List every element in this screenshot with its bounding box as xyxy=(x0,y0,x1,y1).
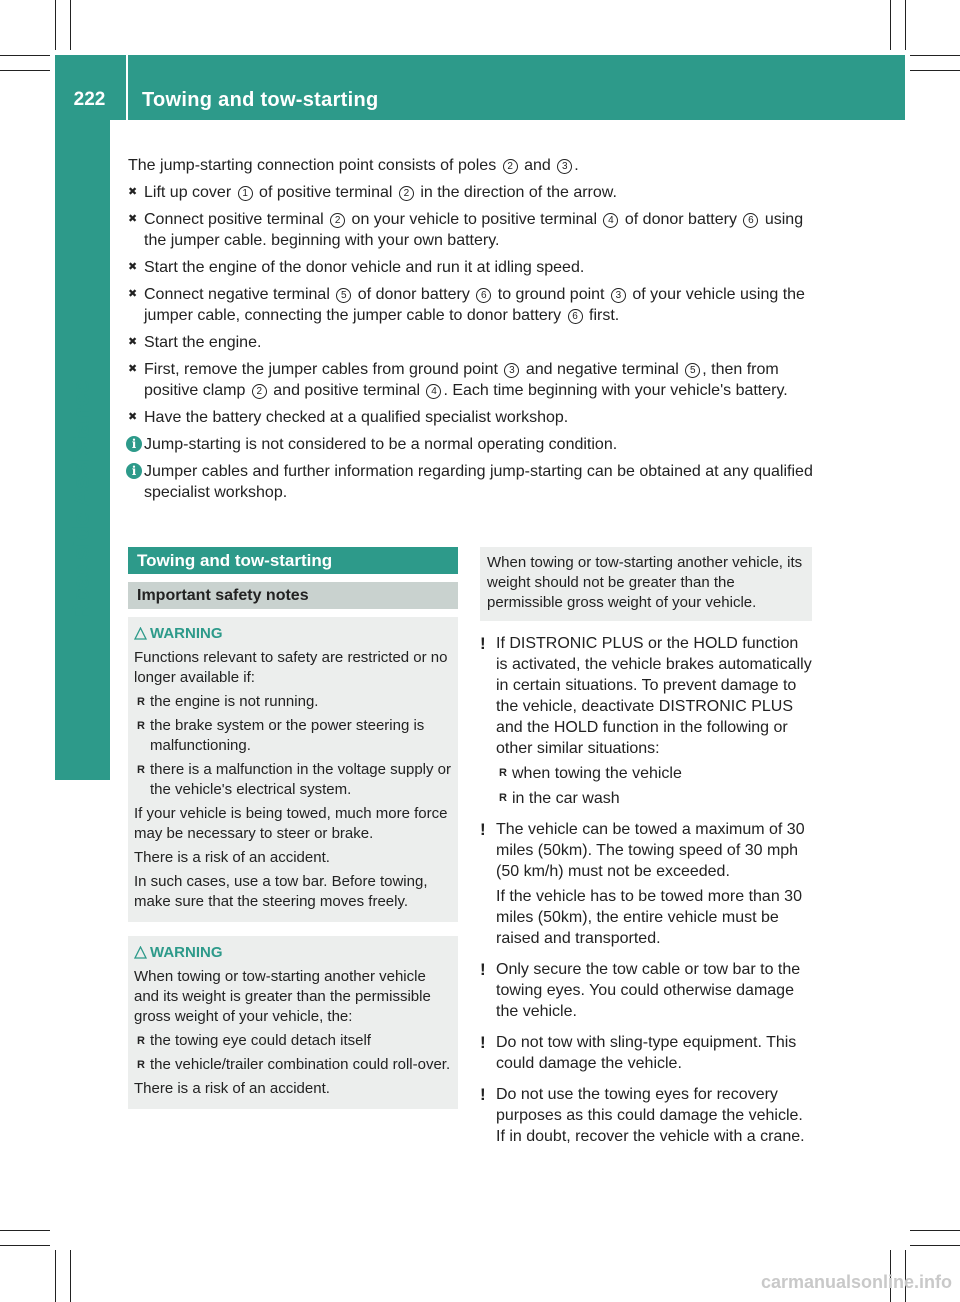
warning-text: If your vehicle is being towed, much more force may be necessary to steer or brake. xyxy=(134,805,448,842)
crop-mark xyxy=(910,1245,960,1246)
step-arrow-icon: ✖ xyxy=(128,261,138,273)
callout-number: 1 xyxy=(238,186,253,201)
bullet-item: R the engine is not running. xyxy=(137,693,319,710)
crop-mark xyxy=(910,55,960,56)
callout-number: 6 xyxy=(476,288,491,303)
instruction-step xyxy=(128,359,818,401)
crop-mark xyxy=(910,70,960,71)
warning-text: There is a risk of an accident. xyxy=(134,849,330,866)
header-divider xyxy=(126,55,128,120)
instruction-step xyxy=(128,284,818,326)
callout-number: 3 xyxy=(611,288,626,303)
step-text: and negative terminal xyxy=(521,361,684,378)
left-column xyxy=(128,547,458,1109)
callout-number: 3 xyxy=(557,159,572,174)
caution-text: If DISTRONIC PLUS or the HOLD function is activated, the vehicle brakes automatically in certain situations. To prevent damage to the vehicle, deactivate DISTRONIC PLUS and the HOLD function in the following or other similar situations: xyxy=(496,635,812,757)
step-text: Start the engine. xyxy=(144,334,262,351)
exclamation-icon: ! xyxy=(480,1085,486,1104)
instruction-step xyxy=(128,209,818,251)
bullet-text: the towing eye could detach itself xyxy=(150,1032,371,1049)
warning-label: WARNING xyxy=(150,944,223,961)
watermark: carmanualsonline.info xyxy=(760,1272,952,1292)
instruction-step xyxy=(128,332,818,353)
caution-note xyxy=(480,1032,812,1074)
caution-text: Do not tow with sling-type equipment. This could damage the vehicle. xyxy=(496,1034,797,1072)
step-text: First, remove the jumper cables from ground point xyxy=(144,361,503,378)
crop-mark xyxy=(905,0,906,50)
warning-triangle-icon xyxy=(134,627,147,640)
instruction-step xyxy=(128,407,818,428)
warning-text: In such cases, use a tow bar. Before towing, make sure that the steering moves freely. xyxy=(134,873,428,910)
crop-mark xyxy=(0,1245,50,1246)
callout-number: 2 xyxy=(503,159,518,174)
caution-text: Only secure the tow cable or tow bar to the towing eyes. You could otherwise damage the vehicle. xyxy=(496,961,801,1020)
exclamation-icon: ! xyxy=(480,960,486,979)
bullet-item: R the brake system or the power steering is malfunctioning. xyxy=(137,717,425,754)
page-title: Towing and tow-starting xyxy=(142,89,379,111)
callout-number: 2 xyxy=(330,213,345,228)
exclamation-icon: ! xyxy=(480,820,486,839)
warning-box xyxy=(128,936,458,1109)
crop-mark xyxy=(0,1230,50,1231)
info-note xyxy=(128,434,818,455)
callout-number: 5 xyxy=(336,288,351,303)
step-text: and positive terminal xyxy=(268,382,425,399)
step-text: of donor battery xyxy=(620,211,742,228)
crop-mark xyxy=(910,1230,960,1231)
step-text: of your vehicle using the jumper cable, connecting the jumper cable to donor battery xyxy=(144,286,805,324)
callout-number: 6 xyxy=(743,213,758,228)
bullet-text: the brake system or the power steering is malfunctioning. xyxy=(150,717,425,754)
crop-mark xyxy=(0,70,50,71)
step-text: , then from positive clamp xyxy=(144,361,779,399)
step-text: and xyxy=(519,157,556,174)
step-arrow-icon: ✖ xyxy=(128,363,138,375)
step-text: The jump-starting connection point consists of poles xyxy=(128,157,501,174)
bullet-item: R the vehicle/trailer combination could roll-over. xyxy=(137,1056,451,1073)
info-text: Jumper cables and further information regarding jump-starting can be obtained at any qualified specialist workshop. xyxy=(144,463,813,501)
bullet-item: R the towing eye could detach itself xyxy=(137,1032,371,1049)
exclamation-icon: ! xyxy=(480,634,486,653)
info-note xyxy=(128,461,818,503)
caution-note xyxy=(480,633,812,809)
callout-number: 4 xyxy=(426,384,441,399)
crop-mark xyxy=(0,55,50,56)
caution-note xyxy=(480,1084,812,1147)
caution-note xyxy=(480,959,812,1022)
step-text: . Each time beginning with your vehicle's battery. xyxy=(443,382,788,399)
step-text: Lift up cover xyxy=(144,184,236,201)
crop-mark xyxy=(70,1250,71,1302)
caution-text: The vehicle can be towed a maximum of 30 miles (50km). The towing speed of 30 mph (50 km/h) must not be exceeded. xyxy=(496,821,805,880)
intro-section xyxy=(128,155,818,509)
page-number: 222 xyxy=(73,89,106,110)
bullet-item: R when towing the vehicle xyxy=(499,765,682,782)
bullet-text: the vehicle/trailer combination could roll-over. xyxy=(150,1056,451,1073)
crop-mark xyxy=(55,1250,56,1302)
warning-triangle-icon xyxy=(134,946,147,959)
step-arrow-icon: ✖ xyxy=(128,186,138,198)
bullet-text: when towing the vehicle xyxy=(512,765,682,782)
info-text: Jump-starting is not considered to be a normal operating condition. xyxy=(144,436,618,453)
crop-mark xyxy=(55,0,56,50)
caution-text: If the vehicle has to be towed more than 30 miles (50km), the entire vehicle must be raised and transported. xyxy=(496,888,802,947)
step-text: of positive terminal xyxy=(254,184,397,201)
callout-number: 2 xyxy=(252,384,267,399)
bullet-item: R in the car wash xyxy=(499,790,620,807)
callout-number: 4 xyxy=(603,213,618,228)
exclamation-icon: ! xyxy=(480,1033,486,1052)
subsection-heading: Important safety notes xyxy=(128,582,458,609)
crop-mark xyxy=(890,0,891,50)
step-text: Have the battery checked at a qualified specialist workshop. xyxy=(144,409,569,426)
step-text: in the direction of the arrow. xyxy=(415,184,617,201)
warning-label: WARNING xyxy=(150,625,223,642)
right-column xyxy=(480,547,812,1151)
caution-text: Do not use the towing eyes for recovery purposes as this could damage the vehicle. If in doubt, recover the vehicle with a crane. xyxy=(496,1086,805,1145)
warning-title xyxy=(134,624,452,644)
instruction-step xyxy=(128,182,818,203)
crop-mark xyxy=(70,0,71,50)
bullet-item: R there is a malfunction in the voltage supply or the vehicle's electrical system. xyxy=(137,761,452,798)
callout-number: 2 xyxy=(399,186,414,201)
info-icon: i xyxy=(126,436,142,452)
step-arrow-icon: ✖ xyxy=(128,411,138,423)
warning-text: Functions relevant to safety are restricted or no longer available if: xyxy=(134,649,448,686)
callout-number: 6 xyxy=(568,309,583,324)
warning-box xyxy=(128,617,458,922)
step-text: of donor battery xyxy=(353,286,475,303)
step-arrow-icon: ✖ xyxy=(128,336,138,348)
step-text: using the jumper cable. beginning with your own battery. xyxy=(144,211,804,249)
step-text: to ground point xyxy=(493,286,609,303)
note-box: When towing or tow-starting another vehicle, its weight should not be greater than the permissible gross weight of your vehicle. xyxy=(480,547,812,621)
step-text: on your vehicle to positive terminal xyxy=(347,211,602,228)
callout-number: 5 xyxy=(685,363,700,378)
bullet-text: there is a malfunction in the voltage supply or the vehicle's electrical system. xyxy=(150,761,452,798)
step-arrow-icon: ✖ xyxy=(128,288,138,300)
info-icon: i xyxy=(126,463,142,479)
warning-text: When towing or tow-starting another vehicle and its weight is greater than the permissible gross weight of your vehicle, the: xyxy=(134,968,431,1025)
warning-title xyxy=(134,943,452,963)
warning-text: There is a risk of an accident. xyxy=(134,1080,330,1097)
step-text: . xyxy=(574,157,579,174)
intro-paragraph xyxy=(128,155,818,176)
step-text: Start the engine of the donor vehicle and run it at idling speed. xyxy=(144,259,585,276)
section-heading: Towing and tow-starting xyxy=(128,547,458,574)
bullet-text: in the car wash xyxy=(512,790,620,807)
step-list xyxy=(128,182,818,428)
bullet-text: the engine is not running. xyxy=(150,693,319,710)
callout-number: 3 xyxy=(504,363,519,378)
caution-note xyxy=(480,819,812,949)
side-chapter-label: Roadside Assistance xyxy=(68,379,95,621)
step-text: Connect positive terminal xyxy=(144,211,329,228)
step-text: Connect negative terminal xyxy=(144,286,335,303)
step-arrow-icon: ✖ xyxy=(128,213,138,225)
instruction-step xyxy=(128,257,818,278)
step-text: first. xyxy=(584,307,620,324)
